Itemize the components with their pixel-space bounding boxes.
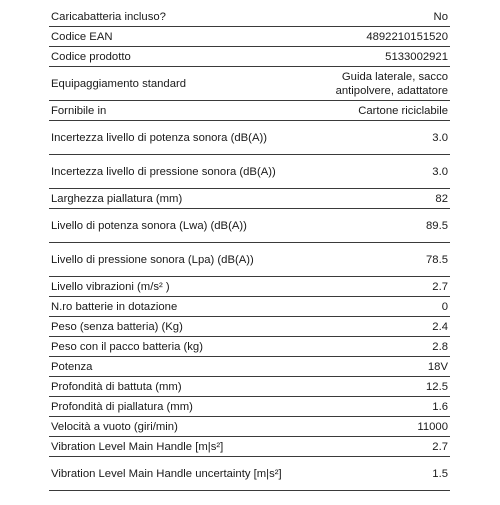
spec-row	[49, 417, 450, 437]
spec-row	[49, 377, 450, 397]
spec-label: Caricabatteria incluso?	[49, 7, 294, 27]
spec-value: 1.5	[294, 457, 450, 491]
spec-label: Peso con il pacco batteria (kg)	[49, 337, 294, 357]
spec-row	[49, 7, 450, 27]
spec-row	[49, 189, 450, 209]
spec-value: 4892210151520	[294, 27, 450, 47]
spec-row	[49, 243, 450, 277]
spec-value: 5133002921	[294, 47, 450, 67]
spec-row	[49, 357, 450, 377]
spec-label: Incertezza livello di pressione sonora (dB(A))	[49, 155, 294, 189]
spec-label: Peso (senza batteria) (Kg)	[49, 317, 294, 337]
spec-row	[49, 297, 450, 317]
spec-value: 2.4	[294, 317, 450, 337]
spec-row	[49, 457, 450, 491]
spec-value: 11000	[294, 417, 450, 437]
spec-value: 2.7	[294, 277, 450, 297]
spec-value: 3.0	[294, 155, 450, 189]
spec-row	[49, 155, 450, 189]
spec-row	[49, 317, 450, 337]
spec-value: 2.8	[294, 337, 450, 357]
spec-label: Vibration Level Main Handle [m|s²]	[49, 437, 294, 457]
spec-row	[49, 27, 450, 47]
spec-value: 82	[294, 189, 450, 209]
spec-label: Equipaggiamento standard	[49, 67, 294, 101]
spec-value: 18V	[294, 357, 450, 377]
spec-value: 3.0	[294, 121, 450, 155]
spec-label: Larghezza piallatura (mm)	[49, 189, 294, 209]
spec-label: Velocità a vuoto (giri/min)	[49, 417, 294, 437]
spec-row	[49, 337, 450, 357]
spec-value: 1.6	[294, 397, 450, 417]
spec-value: 78.5	[294, 243, 450, 277]
spec-row	[49, 437, 450, 457]
spec-table	[49, 7, 450, 491]
spec-row	[49, 397, 450, 417]
spec-value: 2.7	[294, 437, 450, 457]
spec-row	[49, 121, 450, 155]
spec-label: Fornibile in	[49, 101, 294, 121]
spec-label: Livello di pressione sonora (Lpa) (dB(A))	[49, 243, 294, 277]
spec-row	[49, 47, 450, 67]
spec-label: Incertezza livello di potenza sonora (dB(A))	[49, 121, 294, 155]
spec-label: Vibration Level Main Handle uncertainty [m|s²]	[49, 457, 294, 491]
spec-row	[49, 209, 450, 243]
spec-label: Livello di potenza sonora (Lwa) (dB(A))	[49, 209, 294, 243]
spec-value: No	[294, 7, 450, 27]
spec-label: Profondità di battuta (mm)	[49, 377, 294, 397]
spec-value: 0	[294, 297, 450, 317]
spec-label: N.ro batterie in dotazione	[49, 297, 294, 317]
spec-label: Codice prodotto	[49, 47, 294, 67]
spec-row	[49, 67, 450, 101]
spec-label: Codice EAN	[49, 27, 294, 47]
spec-sheet	[49, 7, 450, 491]
spec-row	[49, 101, 450, 121]
spec-value: Guida laterale, sacco antipolvere, adattatore	[294, 67, 450, 101]
spec-value: Cartone riciclabile	[294, 101, 450, 121]
spec-value: 89.5	[294, 209, 450, 243]
spec-label: Profondità di piallatura (mm)	[49, 397, 294, 417]
spec-label: Potenza	[49, 357, 294, 377]
spec-value: 12.5	[294, 377, 450, 397]
spec-row	[49, 277, 450, 297]
spec-label: Livello vibrazioni (m/s² )	[49, 277, 294, 297]
